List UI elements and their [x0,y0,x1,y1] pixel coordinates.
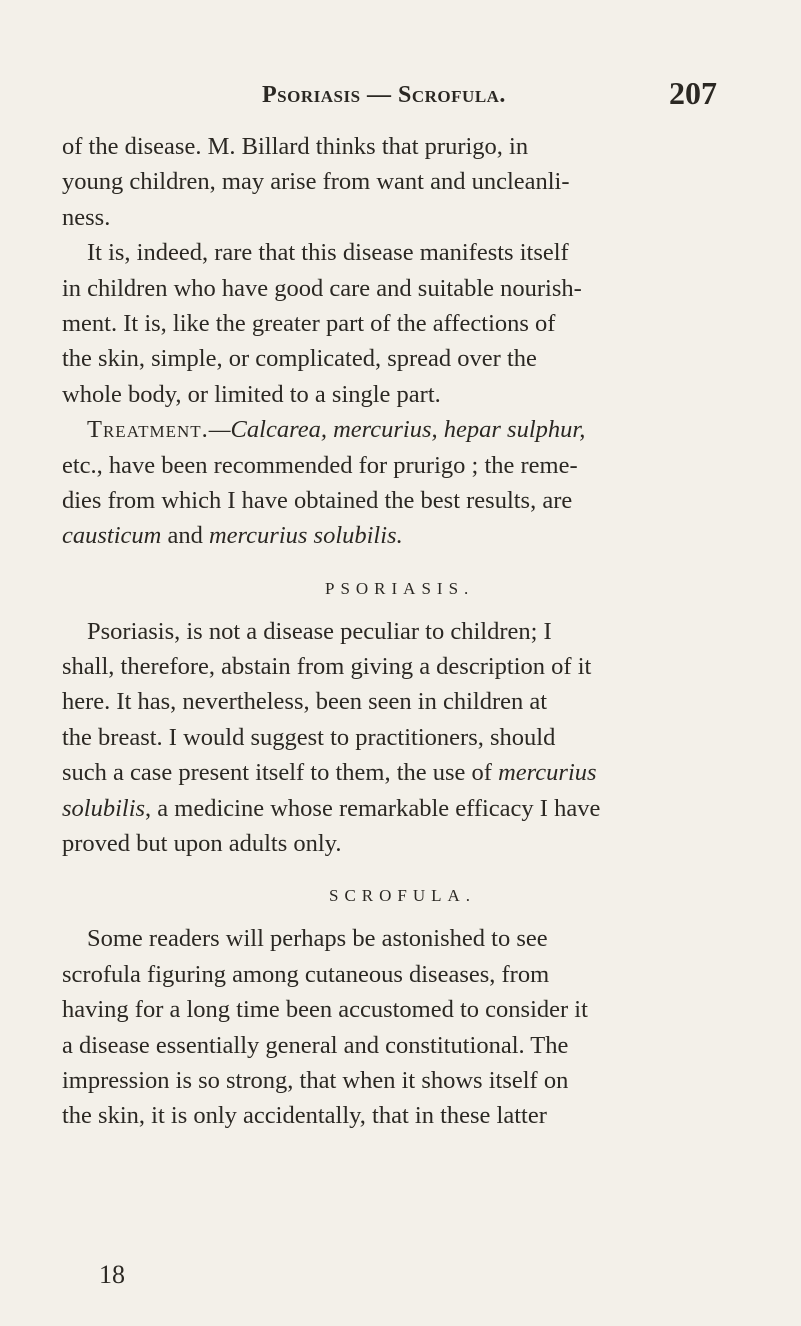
text-line: It is, indeed, rare that this disease manifests itself [87,239,569,267]
text-line: a disease essentially general and constitutional. The [62,1031,569,1059]
text-line: ness. [62,203,111,231]
text-line: etc., have been recommended for prurigo ; the reme- [62,451,578,479]
text-line: solubilis, a medicine whose remarkable efficacy I have [62,794,601,822]
section-heading-psoriasis: PSORIASIS. [325,578,475,598]
text-line: of the disease. M. Billard thinks that prurigo, in [62,133,529,160]
text-line: in children who have good care and suitable nourish- [62,274,582,302]
text-line: proved but upon adults only. [62,830,342,858]
text-line: scrofula figuring among cutaneous diseases, from [62,960,550,988]
text-line: the skin, simple, or complicated, spread over the [62,345,537,373]
text-line: shall, therefore, abstain from giving a description of it [62,653,592,681]
section-heading-scrofula: SCROFULA. [329,886,477,906]
page-number: 207 [669,75,717,111]
signature-mark: 18 [99,1260,125,1289]
text-line: the breast. I would suggest to practitioners, should [62,723,556,751]
text-line: causticum and mercurius solubilis. [62,522,403,550]
text-line: having for a long time been accustomed to consider it [62,996,588,1024]
text-line: young children, may arise from want and uncleanli- [62,168,570,196]
text-line: dies from which I have obtained the best results, are [62,486,573,514]
treatment-line: Treatment.—Calcarea, mercurius, hepar sulphur, [87,416,586,444]
text-line: here. It has, nevertheless, been seen in children at [62,688,548,716]
body-text [62,129,732,1134]
text-line: ment. It is, like the greater part of the affections of [62,309,556,337]
text-line: impression is so strong, that when it shows itself on [62,1066,569,1094]
text-line: such a case present itself to them, the use of mercurius [62,759,597,787]
text-line: Some readers will perhaps be astonished to see [87,925,548,953]
text-line: whole body, or limited to a single part. [62,380,441,408]
running-head [0,75,801,120]
treatment-label: Treatment. [87,416,209,444]
text-line: Psoriasis, is not a disease peculiar to children; I [87,617,552,645]
text-line: the skin, it is only accidentally, that in these latter [62,1102,547,1130]
running-head-title: Psoriasis — Scrofula. [262,82,506,108]
